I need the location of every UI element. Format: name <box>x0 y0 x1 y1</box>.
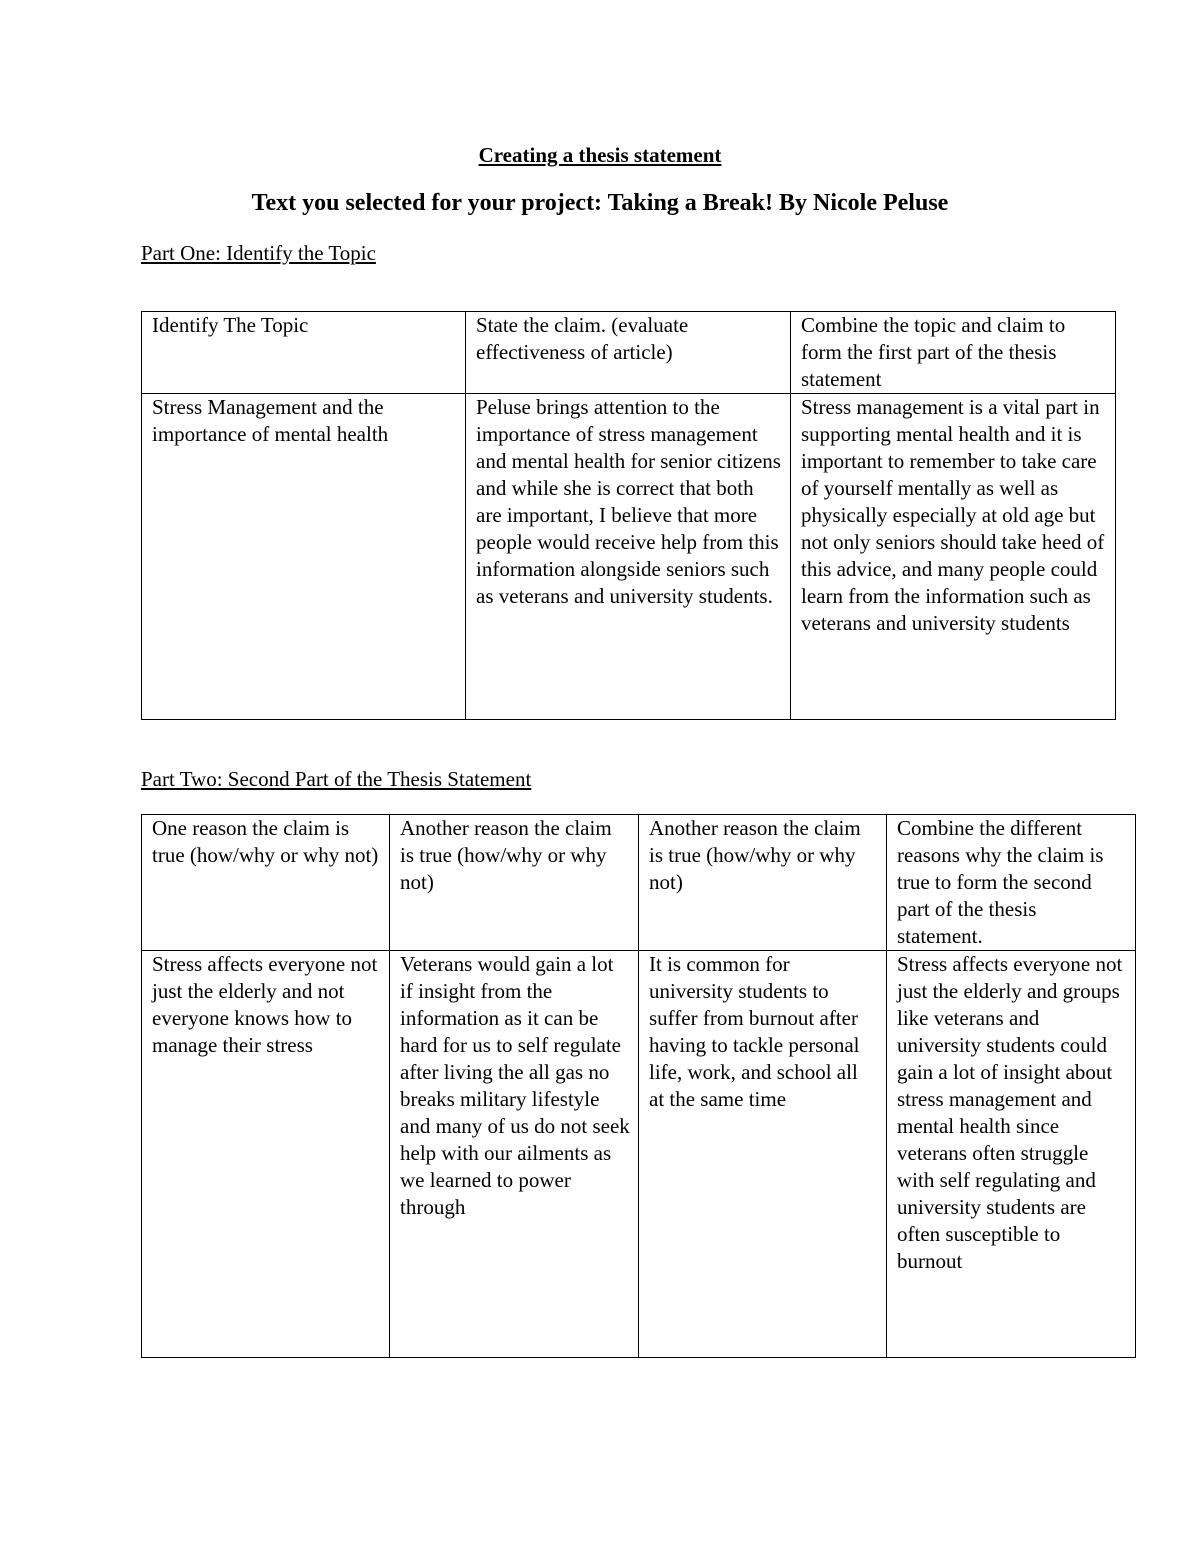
part-one-table <box>141 311 1116 720</box>
table-row <box>142 951 1136 1358</box>
part-one-heading: Part One: Identify the Topic <box>141 241 376 265</box>
part-two-heading: Part Two: Second Part of the Thesis Statement <box>141 767 532 791</box>
header-reason-two: Another reason the claim is true (how/why or why not) <box>390 815 639 951</box>
header-identify-topic: Identify The Topic <box>142 312 466 394</box>
cell-combined-second-part[interactable]: Stress affects everyone not just the elderly and groups like veterans and university students could gain a lot of insight about stress management and mental health since veterans often struggle with self regulating and university students are often susceptible to burnout <box>887 951 1136 1358</box>
part-two-table <box>141 814 1136 1358</box>
table-header-row <box>142 815 1136 951</box>
cell-topic[interactable]: Stress Management and the importance of mental health <box>142 394 466 720</box>
header-state-claim: State the claim. (evaluate effectiveness of article) <box>466 312 791 394</box>
cell-reason-one[interactable]: Stress affects everyone not just the elderly and not everyone knows how to manage their stress <box>142 951 390 1358</box>
header-reason-three: Another reason the claim is true (how/why or why not) <box>639 815 887 951</box>
table-row <box>142 394 1116 720</box>
header-combine-reasons: Combine the different reasons why the claim is true to form the second part of the thesis statement. <box>887 815 1136 951</box>
cell-combined-first-part[interactable]: Stress management is a vital part in supporting mental health and it is important to remember to take care of yourself mentally as well as physically especially at old age but not only seniors should take heed of this advice, and many people could learn from the information such as veterans and university students <box>791 394 1116 720</box>
cell-reason-two[interactable]: Veterans would gain a lot if insight from the information as it can be hard for us to self regulate after living the all gas no breaks military lifestyle and many of us do not seek help with our ailments as we learned to power through <box>390 951 639 1358</box>
cell-claim[interactable]: Peluse brings attention to the importance of stress management and mental health for senior citizens and while she is correct that both are important, I believe that more people would receive help from this information alongside seniors such as veterans and university students. <box>466 394 791 720</box>
page-title: Creating a thesis statement <box>478 143 722 167</box>
header-combine-topic-claim: Combine the topic and claim to form the first part of the thesis statement <box>791 312 1116 394</box>
selected-text-heading: Text you selected for your project: Taking a Break! By Nicole Peluse <box>251 190 949 216</box>
table-header-row <box>142 312 1116 394</box>
header-reason-one: One reason the claim is true (how/why or why not) <box>142 815 390 951</box>
cell-reason-three[interactable]: It is common for university students to suffer from burnout after having to tackle personal life, work, and school all at the same time <box>639 951 887 1358</box>
